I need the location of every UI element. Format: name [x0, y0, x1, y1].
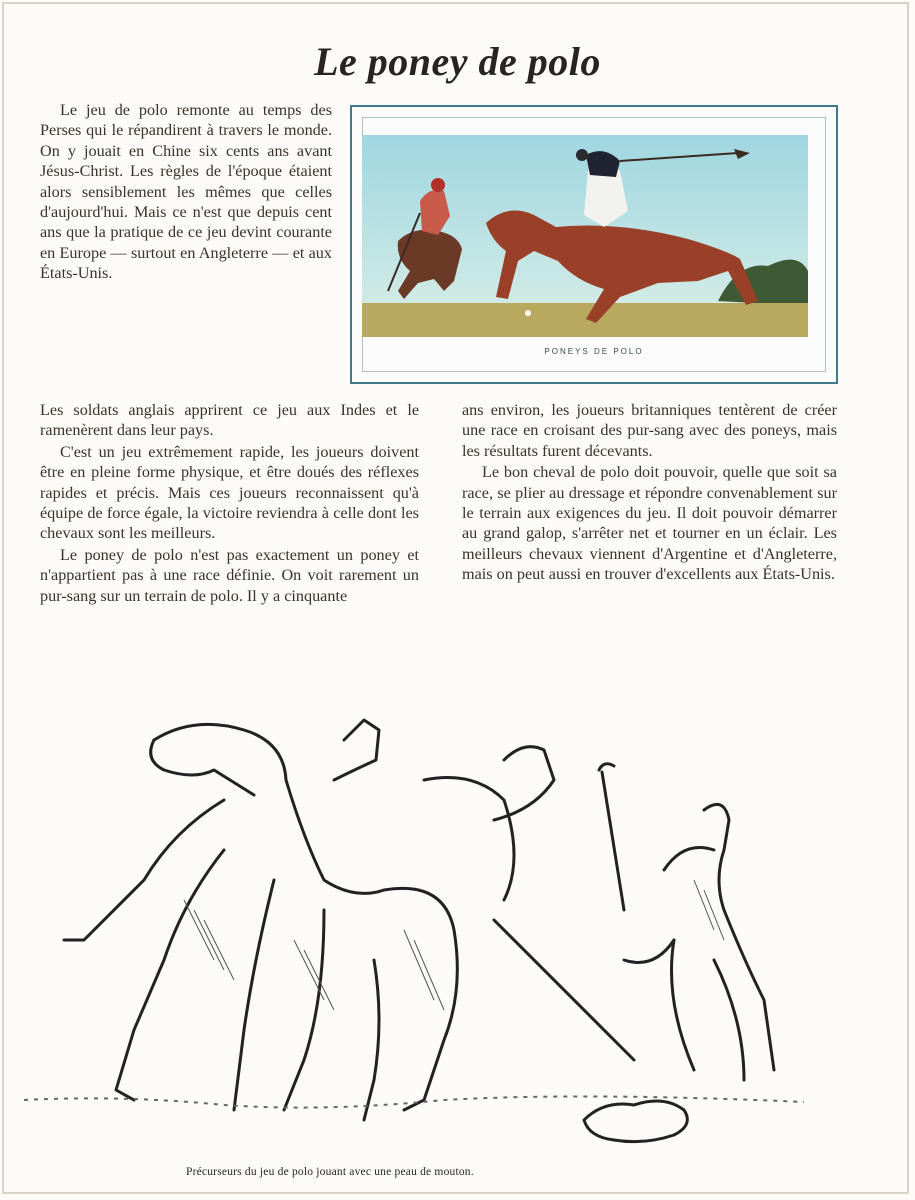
- paragraph: ans environ, les joueurs britanniques tentèrent de créer une race en croisant des pur-sang avec des poneys, mais les résultats furent décevants.: [462, 401, 837, 460]
- plate-caption: PONEYS DE POLO: [544, 347, 644, 356]
- color-plate: [350, 105, 838, 384]
- left-column-top: [40, 100, 332, 284]
- polo-sketch-illustration: [24, 700, 814, 1160]
- background-rider: [599, 764, 774, 1080]
- sheepskin-on-ground: [584, 1101, 687, 1142]
- article-title: Le poney de polo: [314, 39, 601, 84]
- paragraph: Le poney de polo n'est pas exactement un poney et n'appartient pas à une race définie. On voit rarement un pur-sang sur un terrain de polo. Il y a cinquante: [40, 545, 419, 605]
- paragraph: Le bon cheval de polo doit pouvoir, quelle que soit sa race, se plier au dressage et répondre convenablement sur le terrain aux exigences du jeu. Il doit pouvoir démarrer au grand galop, s'arrêter net et tourner en un éclair. Les meilleurs chevaux viennent d'Argentine et d'Angleterre, mais on peut aussi en trouver d'excellents aux États-Unis.: [462, 463, 837, 584]
- paragraph: C'est un jeu extrêmement rapide, les joueurs doivent être en pleine forme physique, et être doués des réflexes rapides et précis. Mais ces joueurs reconnaissent qu'à équipe de force égale, la victoire reviendra à celle dont les chevaux sont les meilleurs.: [40, 442, 419, 543]
- foreground-horse: [64, 724, 457, 1120]
- paragraph: Le jeu de polo remonte au temps des Perses qui le répandirent à travers le monde. On y jouait en Chine six cents ans avant Jésus-Christ. Les règles de l'époque étaient alors sensiblement les mêmes que celles d'aujourd'hui. Mais ce n'est que depuis cent ans que la pratique de ce jeu devint courante en Europe — surtout en Angleterre — et aux États-Unis.: [40, 101, 332, 283]
- illustration-caption: Précurseurs du jeu de polo jouant avec une peau de mouton.: [186, 1166, 474, 1178]
- right-column: [462, 400, 837, 585]
- polo-ponies-illustration: [358, 131, 830, 341]
- grass: [362, 303, 808, 337]
- ball: [525, 310, 531, 316]
- paragraph: Les soldats anglais apprirent ce jeu aux Indes et le ramenèrent dans leur pays.: [40, 401, 419, 440]
- left-column-bottom: [40, 400, 419, 606]
